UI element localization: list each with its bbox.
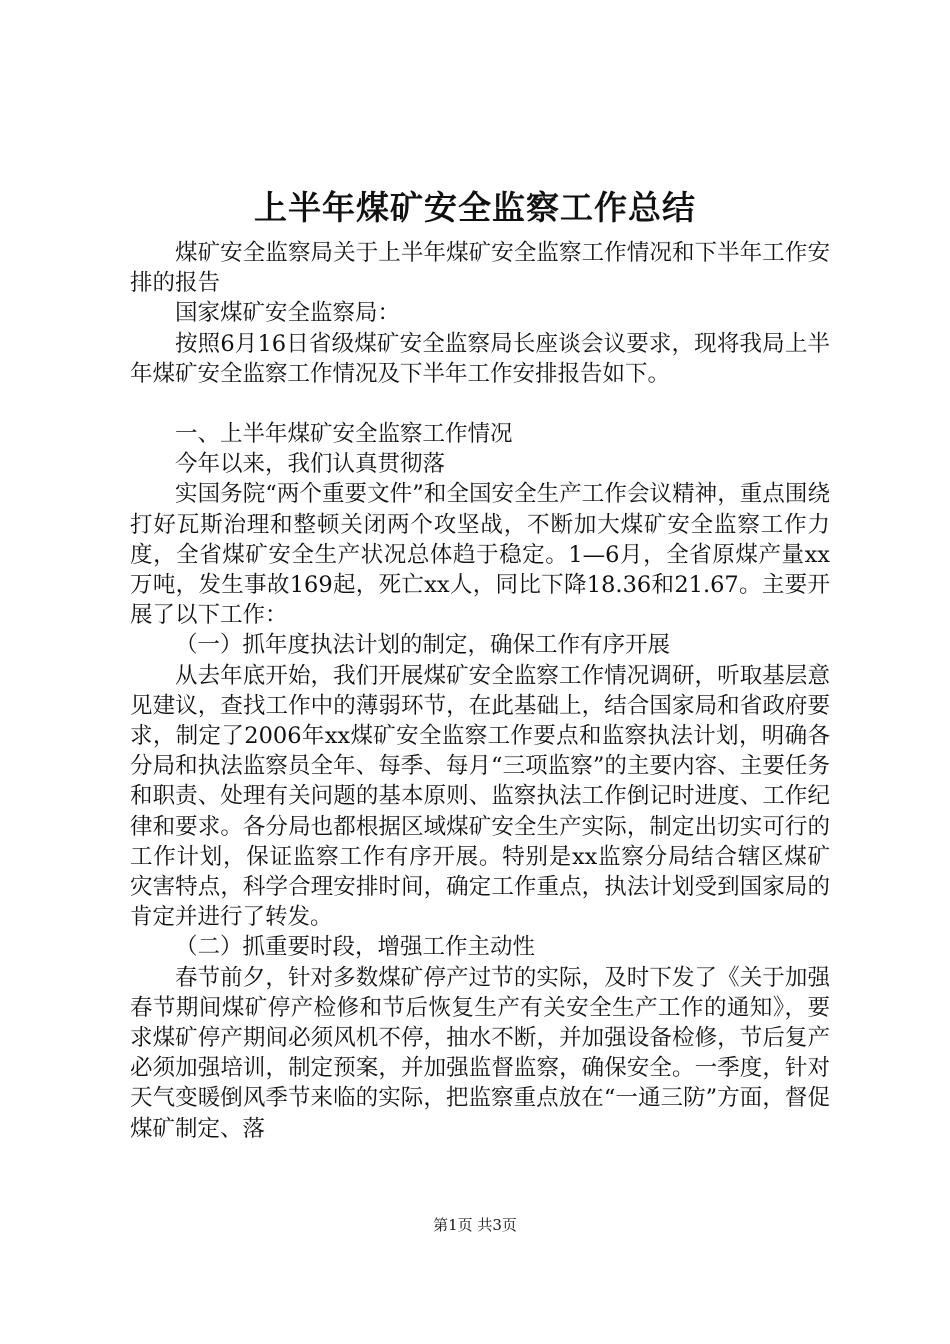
paragraph-plan: 从去年底开始，我们开展煤矿安全监察工作情况调研，听取基层意见建议，查找工作中的薄弱环节，在此基础上，结合国家局和省政府要求，制定了2006年xx煤矿安全监察工作要点和监察执法计划，明确各分局和执法监察员全年、每季、每月“三项监察”的主要内容、主要任务和职责、处理有关问题的基本原则、监察执法工作倒记时进度、工作纪律和要求。各分局也都根据区域煤矿安全生产实际，制定出切实可行的工作计划，保证监察工作有序开展。特别是xx监察分局结合辖区煤矿灾害特点，科学合理安排时间，确定工作重点，执法计划受到国家局的肯定并进行了转发。 xyxy=(130,662,830,931)
subsection-heading-1: （一）抓年度执法计划的制定，确保工作有序开展 xyxy=(175,632,671,659)
paragraph-festival: 春节前夕，针对多数煤矿停产过节的实际，及时下发了《关于加强春节期间煤矿停产检修和节后恢复生产有关安全生产工作的通知》，要求煤矿停产期间必须风机不停，抽水不断，并加强设备检修，节后复产必须加强培训，制定预案，并加强监督监察，确保安全。一季度，针对天气变暖倒风季节来临的实际，把监察重点放在“一通三防”方面，督促煤矿制定、落 xyxy=(130,964,830,1142)
document-body xyxy=(130,238,830,1144)
page-number: 第1页 共3页 xyxy=(433,1216,517,1234)
paragraph-intro: 按照6月16日省级煤矿安全监察局长座谈会议要求，现将我局上半年煤矿安全监察工作情况及下半年工作安排报告如下。 xyxy=(130,330,830,387)
paragraph-salutation: 国家煤矿安全监察局： xyxy=(175,300,401,327)
subsection-heading-2: （二）抓重要时段，增强工作主动性 xyxy=(175,934,536,961)
document-title: 上半年煤矿安全监察工作总结 xyxy=(254,188,696,227)
paragraph-report-heading: 煤矿安全监察局关于上半年煤矿安全监察工作情况和下半年工作安排的报告 xyxy=(130,240,830,297)
paragraph-overview: 实国务院“两个重要文件”和全国安全生产工作会议精神，重点围绕打好瓦斯治理和整顿关闭两个攻坚战，不断加大煤矿安全监察工作力度，全省煤矿安全生产状况总体趋于稳定。1—6月，全省原煤产量xx万吨，发生事故169起，死亡xx人，同比下降18.36和21.67。主要开展了以下工作： xyxy=(130,481,830,629)
paragraph-opening: 今年以来，我们认真贯彻落 xyxy=(175,451,446,478)
section-heading-1: 一、上半年煤矿安全监察工作情况 xyxy=(175,421,513,448)
